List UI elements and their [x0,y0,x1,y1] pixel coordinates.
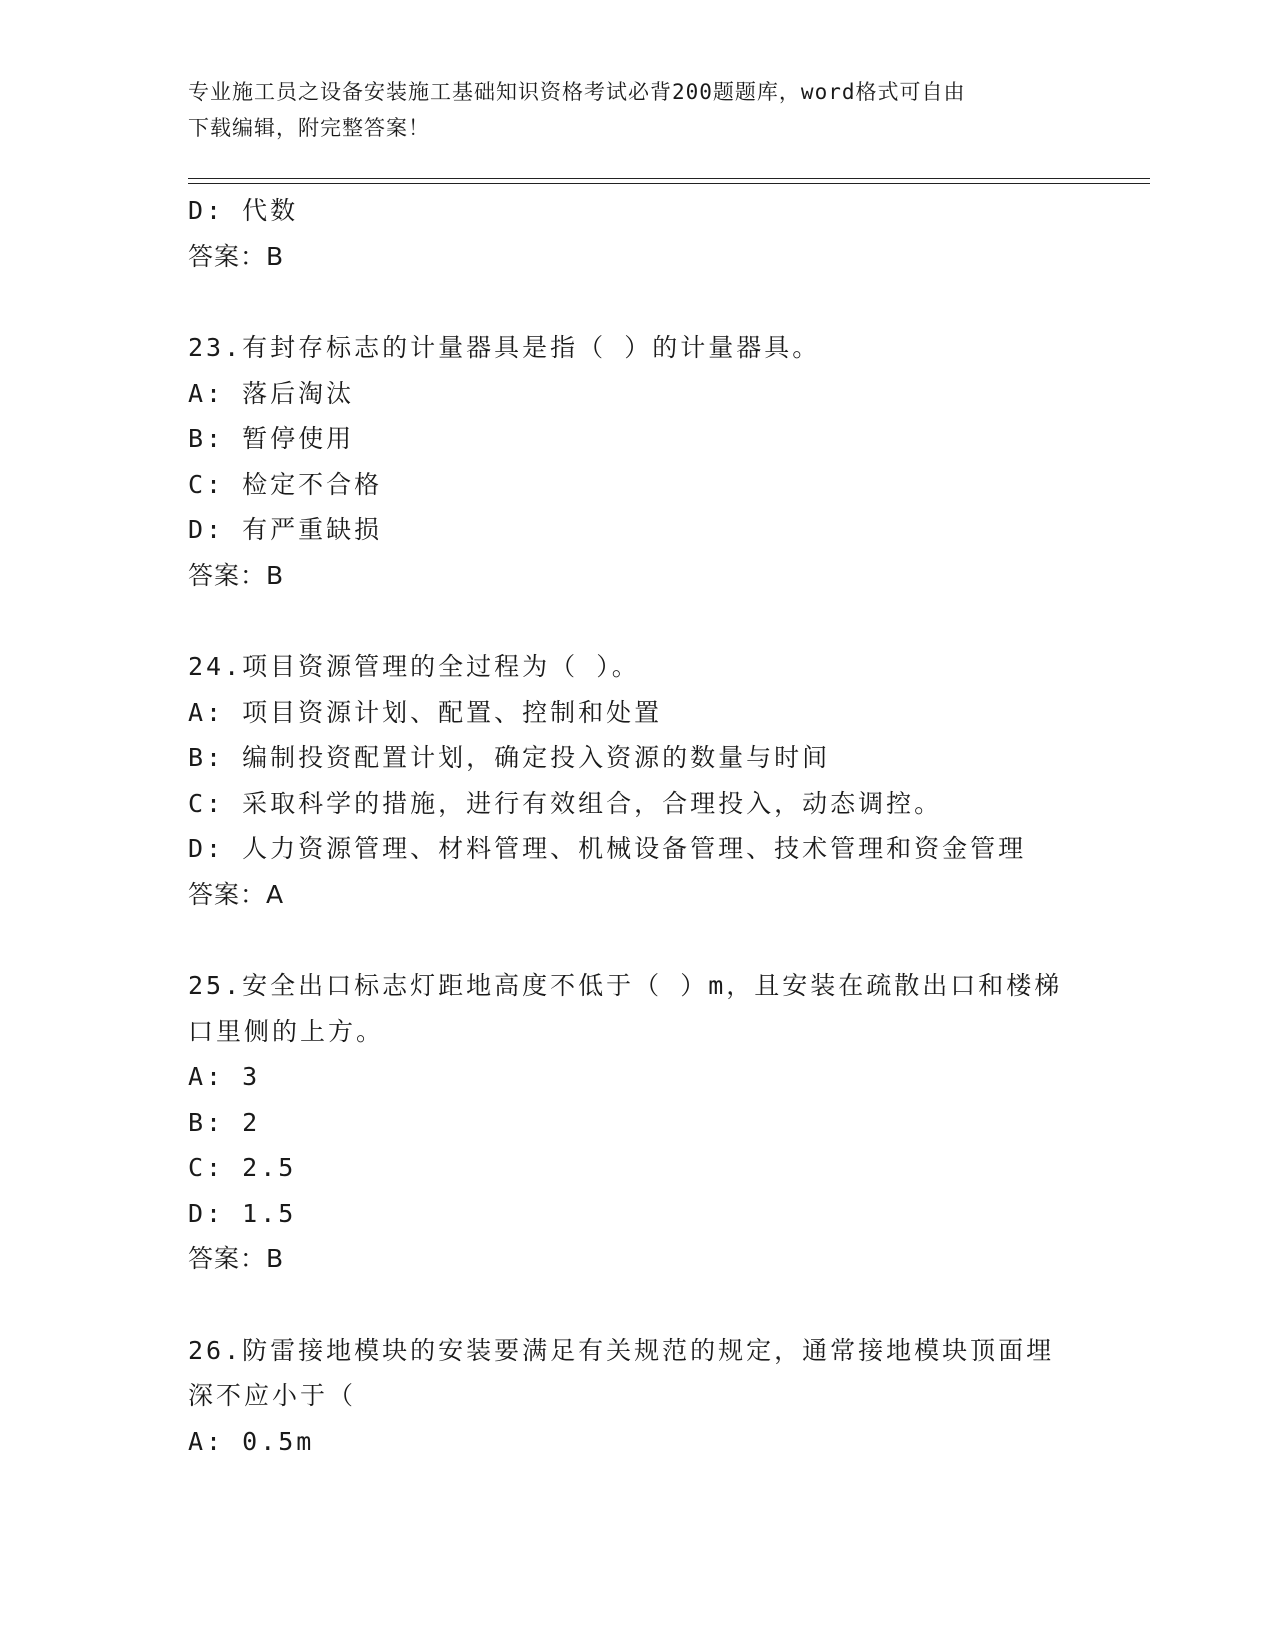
answer-line: 答案：B [188,560,285,590]
option-b: B: 2 [188,1107,261,1137]
answer-line: 答案：A [188,879,285,909]
answer-line: 答案：B [188,1244,285,1273]
question-stem: 24.项目资源管理的全过程为（ ）。 [188,652,640,681]
spacer [188,598,1088,644]
question-stem: 23.有封存标志的计量器具是指（ ）的计量器具。 [188,333,821,362]
option-a: A: 项目资源计划、配置、控制和处置 [188,697,663,727]
header-title-line-1: 专业施工员之设备安装施工基础知识资格考试必背200题题库，word格式可自由 [188,80,966,104]
questions-body [188,188,1088,1464]
header-title-line-2: 下载编辑，附完整答案！ [188,116,430,140]
question-stem-line-2: 口里侧的上方。 [188,1016,385,1046]
previous-question [188,188,1088,279]
option-c: C: 检定不合格 [188,469,383,499]
option-b: B: 编制投资配置计划，确定投入资源的数量与时间 [188,743,831,772]
option-a: A: 落后淘汰 [188,378,355,408]
option-b: B: 暂停使用 [188,424,355,453]
spacer [188,1282,1088,1328]
option-c: C: 2.5 [188,1153,297,1182]
option-a: A: 3 [188,1062,261,1091]
header-divider-top [188,178,1150,179]
question-stem-line-1: 25.安全出口标志灯距地高度不低于（ ）m，且安装在疏散出口和楼梯 [188,971,1063,1000]
option-c: C: 采取科学的措施，进行有效组合，合理投入，动态调控。 [188,788,943,818]
document-header [188,74,1068,146]
question-stem-line-1: 26.防雷接地模块的安装要满足有关规范的规定，通常接地模块顶面埋 [188,1335,1055,1365]
question-24 [188,644,1088,917]
question-stem-line-2: 深不应小于（ [188,1381,357,1410]
question-25 [188,963,1088,1282]
spacer [188,279,1088,325]
option-d: D: 代数 [188,196,299,225]
option-d: D: 人力资源管理、材料管理、机械设备管理、技术管理和资金管理 [188,834,1027,863]
option-d: D: 有严重缺损 [188,515,383,544]
answer-line: 答案：B [188,241,285,271]
question-23 [188,325,1088,598]
question-26 [188,1328,1088,1465]
header-divider-bottom [188,183,1150,184]
option-a: A: 0.5m [188,1426,315,1456]
option-d: D: 1.5 [188,1198,297,1228]
spacer [188,917,1088,963]
